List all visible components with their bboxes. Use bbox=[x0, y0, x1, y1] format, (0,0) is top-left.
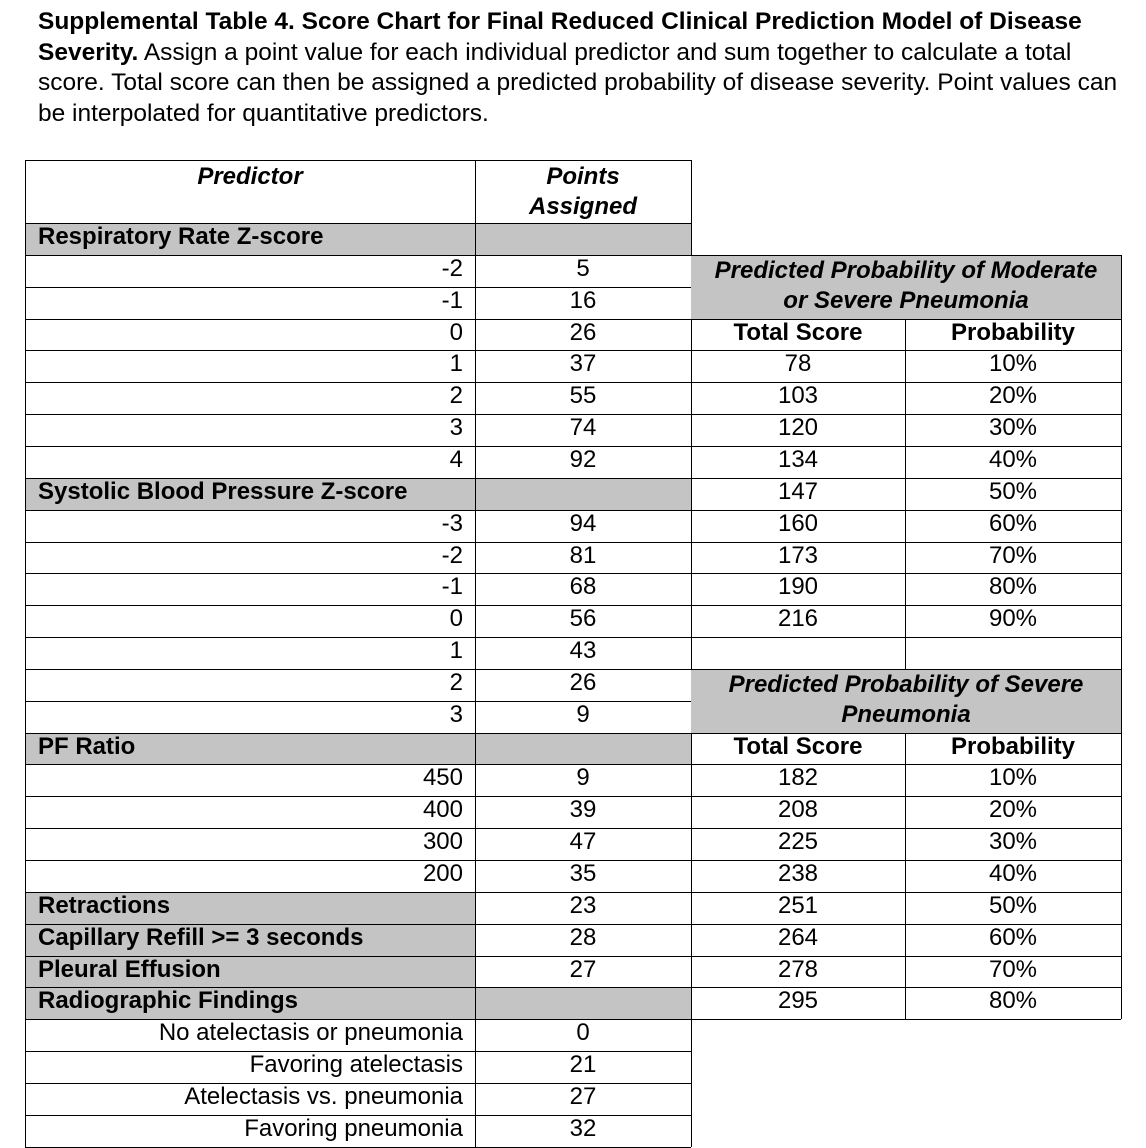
caption-title: Supplemental Table 4. Score Chart for Final Reduced Clinical Prediction Model of Disease Severity. bbox=[38, 8, 1082, 66]
grid-line bbox=[25, 605, 691, 606]
grid-line bbox=[691, 987, 1121, 988]
grid-line bbox=[1121, 637, 1122, 669]
grid-line bbox=[1121, 255, 1122, 637]
severe-table-title: Predicted Probability of Severe Pneumonia bbox=[728, 670, 1084, 728]
grid-line bbox=[691, 478, 1121, 479]
total-score: 278 bbox=[777, 955, 819, 983]
predictor-value: 0 bbox=[449, 318, 463, 346]
header-shade bbox=[475, 478, 691, 510]
predictor-value: Favoring atelectasis bbox=[249, 1051, 463, 1079]
points-cell: 21 bbox=[569, 1051, 597, 1079]
predictor-value: 0 bbox=[449, 605, 463, 633]
grid-line bbox=[1121, 669, 1122, 1019]
grid-line bbox=[25, 1115, 691, 1116]
points-cell: 23 bbox=[569, 891, 597, 919]
points-cell: 26 bbox=[569, 318, 597, 346]
grid-line bbox=[25, 414, 691, 415]
grid-line bbox=[25, 255, 691, 256]
predictor-value: 3 bbox=[449, 700, 463, 728]
predictor-value: 450 bbox=[422, 764, 463, 792]
grid-line bbox=[25, 733, 691, 734]
probability: 60% bbox=[988, 509, 1038, 537]
moderate-table-col-prob: Probability bbox=[950, 318, 1076, 346]
points-cell: 94 bbox=[569, 509, 597, 537]
probability: 40% bbox=[988, 445, 1038, 473]
points-cell: 27 bbox=[569, 955, 597, 983]
predictor-value: Atelectasis vs. pneumonia bbox=[184, 1082, 463, 1110]
predictor-value: -2 bbox=[441, 254, 463, 282]
total-score: 225 bbox=[777, 828, 819, 856]
grid-line bbox=[25, 892, 691, 893]
severe-table-col-prob: Probability bbox=[950, 732, 1076, 760]
grid-line bbox=[691, 796, 1121, 797]
predictor-value: 2 bbox=[449, 668, 463, 696]
grid-line bbox=[25, 287, 691, 288]
section-label: Retractions bbox=[38, 891, 171, 919]
grid-line bbox=[691, 764, 1121, 765]
probability: 30% bbox=[988, 828, 1038, 856]
points-cell: 16 bbox=[569, 286, 597, 314]
section-label: Respiratory Rate Z-score bbox=[38, 223, 324, 250]
predictor-value: No atelectasis or pneumonia bbox=[158, 1019, 463, 1047]
grid-line bbox=[25, 542, 691, 543]
points-cell: 74 bbox=[569, 414, 597, 442]
points-cell: 81 bbox=[569, 541, 597, 569]
points-cell: 26 bbox=[569, 668, 597, 696]
predictor-value: 1 bbox=[449, 350, 463, 378]
points-cell: 27 bbox=[569, 1082, 597, 1110]
section-label: Capillary Refill >= 3 seconds bbox=[38, 923, 364, 951]
grid-line bbox=[691, 446, 1121, 447]
grid-line bbox=[25, 956, 691, 957]
points-cell: 5 bbox=[576, 254, 590, 282]
probability: 90% bbox=[988, 605, 1038, 633]
total-score: 182 bbox=[777, 764, 819, 792]
predictor-value: 3 bbox=[449, 414, 463, 442]
points-cell: 9 bbox=[576, 700, 590, 728]
probability: 50% bbox=[988, 477, 1038, 505]
grid-line bbox=[691, 1019, 1121, 1020]
probability: 50% bbox=[988, 891, 1038, 919]
grid-line bbox=[25, 828, 691, 829]
grid-line bbox=[25, 319, 691, 320]
grid-line bbox=[25, 160, 26, 1147]
probability: 60% bbox=[988, 923, 1038, 951]
predictor-value: 2 bbox=[449, 382, 463, 410]
probability: 20% bbox=[988, 382, 1038, 410]
predictor-value: 300 bbox=[422, 828, 463, 856]
grid-line bbox=[905, 733, 906, 1020]
probability: 80% bbox=[988, 987, 1038, 1015]
grid-line bbox=[691, 414, 1121, 415]
grid-line bbox=[691, 828, 1121, 829]
header-shade bbox=[475, 987, 691, 1019]
grid-line bbox=[25, 701, 691, 702]
predictor-value: 1 bbox=[449, 637, 463, 665]
predictor-value: -1 bbox=[441, 286, 463, 314]
probability: 80% bbox=[988, 573, 1038, 601]
grid-line bbox=[25, 669, 691, 670]
grid-line bbox=[25, 446, 691, 447]
probability: 70% bbox=[988, 955, 1038, 983]
grid-line bbox=[691, 924, 1121, 925]
section-label: Pleural Effusion bbox=[38, 955, 221, 983]
grid-line bbox=[25, 478, 691, 479]
grid-line bbox=[25, 382, 691, 383]
grid-line bbox=[691, 319, 1121, 320]
total-score: 208 bbox=[777, 796, 819, 824]
points-cell: 35 bbox=[569, 860, 597, 887]
header-shade bbox=[475, 733, 691, 765]
probability: 20% bbox=[988, 796, 1038, 824]
total-score: 160 bbox=[777, 509, 819, 537]
section-label: PF Ratio bbox=[38, 732, 136, 760]
total-score: 120 bbox=[777, 414, 819, 442]
points-cell: 39 bbox=[569, 796, 597, 824]
grid-line bbox=[691, 956, 1121, 957]
grid-line bbox=[691, 350, 1121, 351]
grid-line bbox=[25, 860, 691, 861]
probability: 40% bbox=[988, 860, 1038, 887]
total-score: 264 bbox=[777, 923, 819, 951]
grid-line bbox=[25, 350, 691, 351]
total-score: 103 bbox=[777, 382, 819, 410]
points-cell: 92 bbox=[569, 445, 597, 473]
total-score: 238 bbox=[777, 860, 819, 887]
grid-line bbox=[25, 796, 691, 797]
points-cell: 9 bbox=[576, 764, 590, 792]
grid-line bbox=[25, 1051, 691, 1052]
probability: 10% bbox=[988, 764, 1038, 792]
grid-line bbox=[691, 860, 1121, 861]
grid-line bbox=[25, 637, 691, 638]
grid-line bbox=[691, 669, 1121, 670]
predictor-value: 200 bbox=[422, 860, 463, 887]
header-shade bbox=[475, 223, 691, 255]
grid-line bbox=[25, 924, 691, 925]
total-score: 78 bbox=[784, 350, 812, 378]
probability: 30% bbox=[988, 414, 1038, 442]
section-label: Radiographic Findings bbox=[38, 987, 299, 1015]
total-score: 216 bbox=[777, 605, 819, 633]
caption-body: Assign a point value for each individual predictor and sum together to calculate a total score. Total score can then be assigned a predicted probability of disease severity. Point values can be interpolated for quantitative predictors. bbox=[38, 38, 1118, 127]
table-caption bbox=[38, 7, 1118, 129]
points-cell: 32 bbox=[569, 1114, 597, 1142]
header-predictor: Predictor bbox=[197, 163, 303, 190]
predictor-value: Favoring pneumonia bbox=[244, 1114, 463, 1142]
grid-line bbox=[691, 510, 1121, 511]
grid-line bbox=[691, 605, 1121, 606]
grid-line bbox=[25, 573, 691, 574]
grid-line bbox=[691, 892, 1121, 893]
header-points: Points Assigned bbox=[528, 163, 638, 220]
grid-line bbox=[25, 510, 691, 511]
grid-line bbox=[25, 1083, 691, 1084]
total-score: 147 bbox=[777, 477, 819, 505]
total-score: 251 bbox=[777, 891, 819, 919]
grid-line bbox=[25, 1019, 691, 1020]
points-cell: 43 bbox=[569, 637, 597, 665]
points-cell: 0 bbox=[576, 1019, 590, 1047]
grid-line bbox=[25, 987, 691, 988]
severe-table-col-score: Total Score bbox=[733, 732, 863, 760]
grid-line bbox=[25, 764, 691, 765]
grid-line bbox=[905, 319, 906, 638]
predictor-value: 4 bbox=[449, 445, 463, 473]
grid-line bbox=[475, 160, 476, 1147]
grid-line bbox=[905, 637, 906, 669]
grid-line bbox=[691, 255, 1121, 256]
section-label: Systolic Blood Pressure Z-score bbox=[38, 477, 408, 505]
probability: 70% bbox=[988, 541, 1038, 569]
moderate-table-title: Predicted Probability of Moderate or Severe Pneumonia bbox=[714, 256, 1098, 314]
points-cell: 68 bbox=[569, 573, 597, 601]
grid-line bbox=[25, 223, 691, 224]
predictor-value: -1 bbox=[441, 573, 463, 601]
probability: 10% bbox=[988, 350, 1038, 378]
grid-line bbox=[691, 542, 1121, 543]
predictor-value: 400 bbox=[422, 796, 463, 824]
moderate-table-col-score: Total Score bbox=[733, 318, 863, 346]
points-cell: 55 bbox=[569, 382, 597, 410]
grid-line bbox=[691, 637, 1121, 638]
predictor-value: -2 bbox=[441, 541, 463, 569]
points-cell: 28 bbox=[569, 923, 597, 951]
total-score: 190 bbox=[777, 573, 819, 601]
total-score: 173 bbox=[777, 541, 819, 569]
grid-line bbox=[25, 1147, 691, 1148]
predictor-value: -3 bbox=[441, 509, 463, 537]
total-score: 295 bbox=[777, 987, 819, 1015]
grid-line bbox=[691, 733, 1121, 734]
total-score: 134 bbox=[777, 445, 819, 473]
grid-line bbox=[25, 160, 691, 161]
grid-line bbox=[691, 573, 1121, 574]
points-cell: 56 bbox=[569, 605, 597, 633]
points-cell: 37 bbox=[569, 350, 597, 378]
grid-line bbox=[691, 382, 1121, 383]
points-cell: 47 bbox=[569, 828, 597, 856]
